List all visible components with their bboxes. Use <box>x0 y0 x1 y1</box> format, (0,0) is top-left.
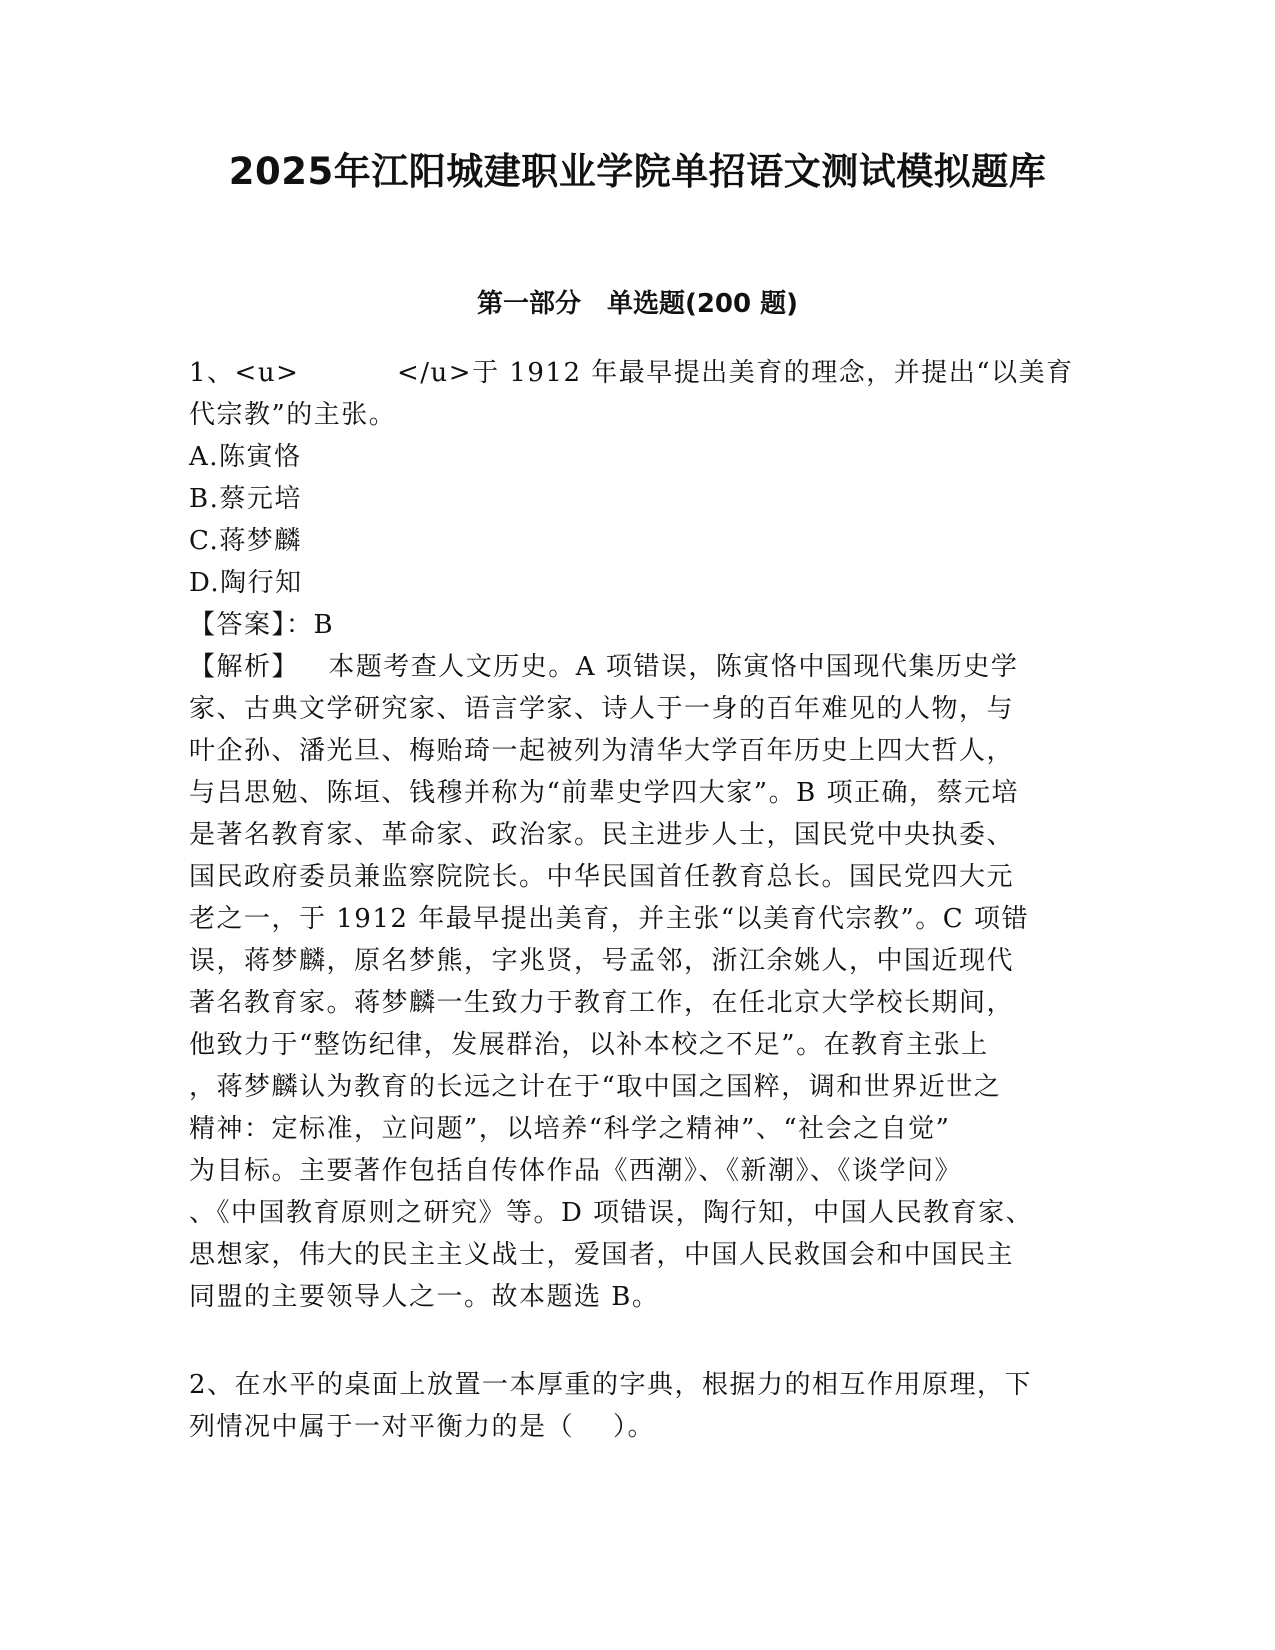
analysis-line: 为目标。主要著作包括自传体作品《西潮》、《新潮》、《谈学问》 <box>189 1156 963 1186</box>
option-b: B.蔡元培 <box>189 484 302 514</box>
analysis-line: 是著名教育家、革命家、政治家。民主进步人士，国民党中央执委、 <box>189 820 1015 850</box>
option-c: C.蒋梦麟 <box>189 526 302 556</box>
section-heading: 第一部分 单选题(200 题) <box>476 289 799 319</box>
analysis-line: 【解析】 本题考查人文历史。A 项错误，陈寅恪中国现代集历史学 <box>189 652 1019 682</box>
question-2-stem-line: 列情况中属于一对平衡力的是（ ）。 <box>189 1412 656 1442</box>
analysis-line: 他致力于“整饬纪律，发展群治，以补本校之不足”。在教育主张上 <box>189 1030 989 1060</box>
option-d: D.陶行知 <box>189 568 303 598</box>
question-2 <box>189 1364 1084 1448</box>
analysis-line: 老之一，于 1912 年最早提出美育，并主张“以美育代宗教”。C 项错 <box>189 904 1029 934</box>
question-1 <box>189 352 1084 1318</box>
analysis-line: 精神：定标准，立问题”，以培养“科学之精神”、“社会之自觉” <box>189 1114 951 1144</box>
question-1-stem-line: 1、<u> </u>于 1912 年最早提出美育的理念，并提出“以美育 <box>189 358 1074 388</box>
analysis-line: 叶企孙、潘光旦、梅贻琦一起被列为清华大学百年历史上四大哲人， <box>189 736 1015 766</box>
analysis-line: 国民政府委员兼监察院院长。中华民国首任教育总长。国民党四大元 <box>189 862 1015 892</box>
analysis-line: 误，蒋梦麟，原名梦熊，字兆贤，号孟邻，浙江余姚人，中国近现代 <box>189 946 1015 976</box>
document-title: 2025年江阳城建职业学院单招语文测试模拟题库 <box>228 150 1047 193</box>
option-a: A.陈寅恪 <box>189 442 302 472</box>
analysis-line: ，蒋梦麟认为教育的长远之计在于“取中国之国粹，调和世界近世之 <box>189 1072 1002 1102</box>
question-1-stem-line: 代宗教”的主张。 <box>189 400 397 430</box>
analysis-line: 、《中国教育原则之研究》等。D 项错误，陶行知，中国人民教育家、 <box>189 1198 1034 1228</box>
answer-line: 【答案】：B <box>189 610 335 640</box>
question-2-stem-line: 2、在水平的桌面上放置一本厚重的字典，根据力的相互作用原理，下 <box>189 1370 1033 1400</box>
analysis-line: 思想家，伟大的民主主义战士，爱国者，中国人民救国会和中国民主 <box>189 1240 1015 1270</box>
analysis-line: 家、古典文学研究家、语言学家、诗人于一身的百年难见的人物，与 <box>189 694 1015 724</box>
analysis-line: 著名教育家。蒋梦麟一生致力于教育工作，在任北京大学校长期间， <box>189 988 1015 1018</box>
analysis-line: 与吕思勉、陈垣、钱穆并称为“前辈史学四大家”。B 项正确，蔡元培 <box>189 778 1019 808</box>
analysis-line: 同盟的主要领导人之一。故本题选 B。 <box>189 1282 660 1312</box>
